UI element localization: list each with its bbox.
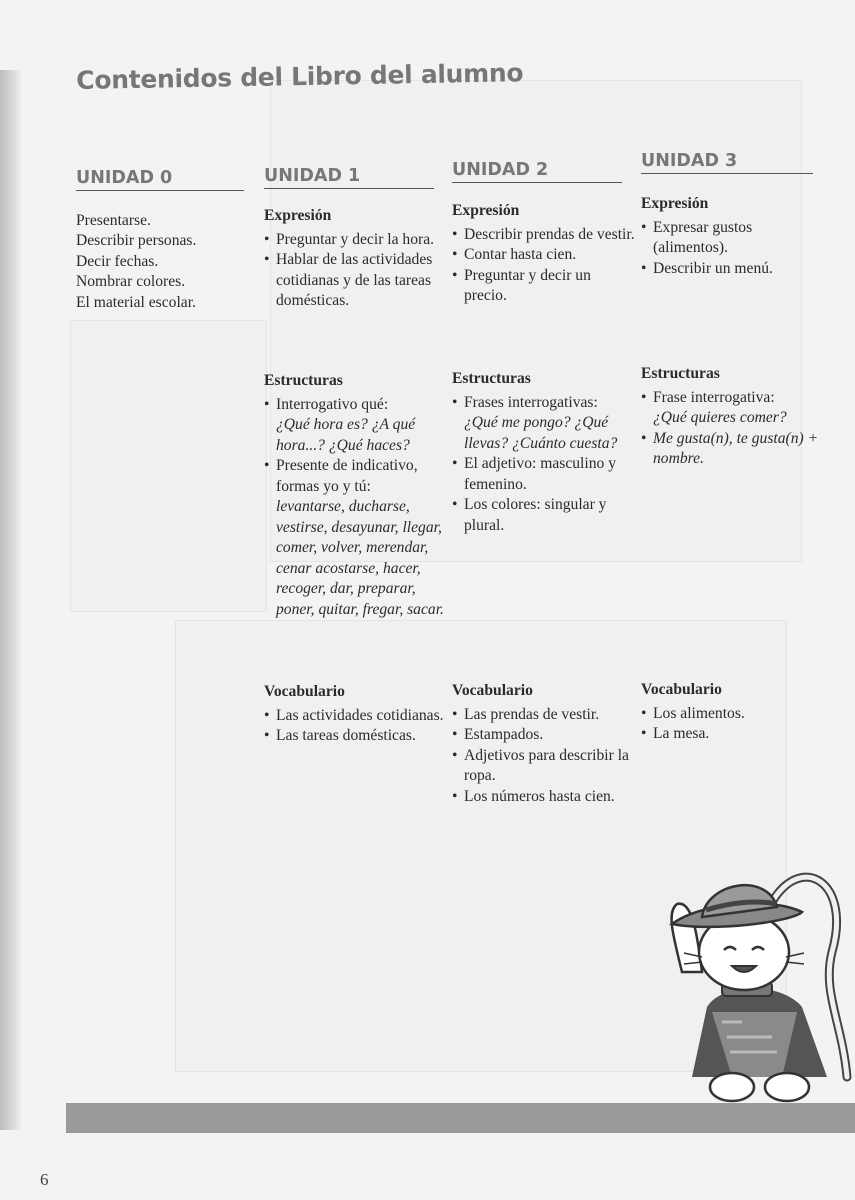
- section-title: Estructuras: [641, 365, 720, 382]
- estructuras-section: [452, 369, 637, 536]
- item-text: Frases interrogativas:: [464, 393, 598, 411]
- estructuras-section: [641, 364, 826, 470]
- list-item: • Contar hasta cien.: [452, 245, 637, 266]
- item-text: El adjetivo: masculino y femenino.: [464, 455, 617, 493]
- unit-3-column: [641, 151, 826, 831]
- list-item: Describir personas.: [76, 232, 197, 249]
- unit-0-column: [76, 168, 261, 313]
- section-title: Expresión: [264, 207, 332, 224]
- unit-1-column: [264, 166, 449, 846]
- list-item: Decir fechas.: [76, 252, 159, 270]
- vocabulario-section: [264, 682, 449, 747]
- list-item: • La mesa.: [641, 724, 826, 745]
- cat-mascot-illustration: [652, 862, 855, 1105]
- list-item: [264, 395, 449, 457]
- list-item: [452, 454, 637, 495]
- list-item: El material escolar.: [76, 293, 196, 311]
- section-title: Expresión: [452, 202, 520, 219]
- expresion-section: [452, 201, 637, 307]
- section-title: Vocabulario: [452, 682, 533, 699]
- list-item: • Describir prendas de vestir.: [452, 225, 637, 246]
- list-item: Nombrar colores.: [76, 273, 186, 290]
- footer-band: [66, 1103, 855, 1133]
- list-item: • Preguntar y decir un precio.: [452, 266, 637, 307]
- item-text: Frase interrogativa:: [653, 388, 775, 406]
- list-item: • Los números hasta cien.: [452, 787, 637, 808]
- section-title: Estructuras: [264, 372, 343, 389]
- list-item: [452, 393, 637, 455]
- section-title: Vocabulario: [264, 683, 345, 700]
- list-item: [452, 495, 637, 536]
- page-number: 6: [40, 1170, 49, 1189]
- list-item: • Hablar de las actividades cotidianas y de las tareas domésticas.: [264, 250, 449, 312]
- list-item: [641, 388, 826, 429]
- unit-0-topics: [76, 211, 261, 314]
- item-text: Interrogativo qué:: [276, 395, 389, 413]
- list-item: • Expresar gustos (alimentos).: [641, 218, 826, 259]
- unit-heading: UNIDAD 2: [452, 160, 622, 183]
- item-examples: • Me gusta(n), te gusta(n) + nombre.: [653, 429, 819, 467]
- list-item: • Las tareas domésticas.: [264, 726, 449, 747]
- list-item: • Preguntar y decir la hora.: [264, 230, 449, 251]
- unit-2-column: [452, 160, 637, 840]
- expresion-section: [264, 206, 449, 312]
- list-item: Presentarse.: [76, 211, 151, 229]
- item-examples: levantarse, ducharse, vestirse, desayunar, llegar, comer, volver, merendar, cenar acostarse, hacer, recoger, dar, preparar, poner, quitar, fregar, sacar.: [276, 498, 444, 618]
- list-item: • Describir un menú.: [641, 259, 826, 280]
- section-title: Vocabulario: [641, 681, 722, 698]
- expresion-section: [641, 194, 826, 279]
- unit-heading: UNIDAD 3: [641, 151, 813, 174]
- list-item: • Las actividades cotidianas.: [264, 706, 449, 727]
- item-examples: ¿Qué me pongo? ¿Qué llevas? ¿Cuánto cuesta?: [464, 414, 618, 452]
- page-title: Contenidos del Libro del alumno: [76, 58, 524, 95]
- background-bleed-through: [70, 320, 267, 612]
- item-examples: ¿Qué quieres comer?: [653, 409, 787, 426]
- item-examples: ¿Qué hora es? ¿A qué hora...? ¿Qué haces?: [276, 416, 416, 454]
- estructuras-section: [264, 371, 449, 620]
- item-text: Los colores: singular y plural.: [464, 496, 607, 534]
- unit-heading: UNIDAD 1: [264, 166, 434, 189]
- list-item: [264, 456, 449, 620]
- list-item: • Los alimentos.: [641, 704, 826, 725]
- vocabulario-section: [641, 680, 826, 745]
- item-text: Presente de indicativo, formas yo y tú:: [276, 457, 418, 495]
- unit-heading: UNIDAD 0: [76, 168, 244, 191]
- list-item: • Las prendas de vestir.: [452, 705, 637, 726]
- vocabulario-section: [452, 681, 637, 807]
- list-item: • Estampados.: [452, 725, 637, 746]
- section-title: Estructuras: [452, 370, 531, 387]
- book-spine-shadow: [0, 70, 22, 1130]
- list-item: [641, 429, 826, 470]
- section-title: Expresión: [641, 195, 709, 212]
- list-item: • Adjetivos para describir la ropa.: [452, 746, 637, 787]
